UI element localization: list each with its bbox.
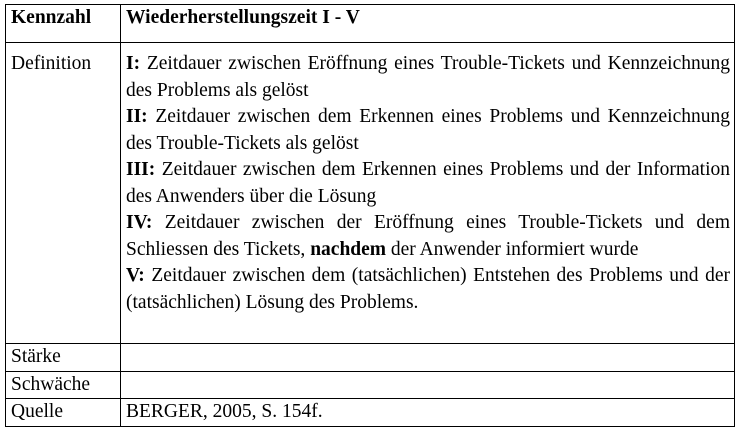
header-label: Kennzahl bbox=[11, 7, 92, 28]
source-label-cell bbox=[6, 399, 121, 427]
weakness-label-cell bbox=[6, 371, 121, 399]
source-value: BERGER, 2005, S. 154f. bbox=[126, 401, 323, 422]
header-value-cell bbox=[121, 5, 735, 43]
table-header-row bbox=[6, 5, 735, 43]
definition-emphasis: nachdem bbox=[310, 238, 387, 260]
kpi-name: Wiederherstellungszeit I - V bbox=[126, 7, 360, 28]
kpi-definition-sheet bbox=[5, 4, 734, 422]
definition-text-1: Zeitdauer zwischen Eröffnung eines Trouble-Tickets und Kennzeichnung des Problems als gelöst bbox=[126, 53, 730, 101]
strength-row bbox=[6, 344, 735, 372]
definition-text-5: Zeitdauer zwischen dem (tatsächlichen) Entstehen des Problems und der (tatsächlichen) Lösung des Problems. bbox=[126, 265, 730, 313]
definition-entry-2 bbox=[126, 104, 730, 157]
definition-text-3: Zeitdauer zwischen dem Erkennen eines Problems und der Information des Anwenders über die Lösung bbox=[126, 159, 730, 207]
weakness-label: Schwäche bbox=[11, 373, 91, 395]
definition-marker-4: IV: bbox=[126, 212, 153, 233]
definition-row bbox=[6, 43, 735, 344]
strength-label: Stärke bbox=[11, 346, 61, 367]
weakness-value-cell bbox=[121, 371, 735, 399]
definition-marker-3: III: bbox=[126, 159, 156, 180]
definition-entry-1 bbox=[126, 51, 730, 104]
weakness-row bbox=[6, 371, 735, 399]
definition-marker-1: I: bbox=[126, 53, 141, 74]
definition-entry-3 bbox=[126, 157, 730, 210]
definition-label: Definition bbox=[11, 53, 92, 74]
strength-value-cell bbox=[121, 344, 735, 372]
definition-value-cell bbox=[121, 43, 735, 344]
source-row bbox=[6, 399, 735, 427]
definition-entry-5 bbox=[126, 263, 730, 316]
header-label-cell bbox=[6, 5, 121, 43]
strength-label-cell bbox=[6, 344, 121, 372]
definition-text-4b: der Anwender informiert wurde bbox=[386, 238, 639, 260]
source-label: Quelle bbox=[11, 401, 63, 422]
source-value-cell bbox=[121, 399, 735, 427]
definition-marker-2: II: bbox=[126, 106, 148, 127]
definition-text-4a: Zeitdauer zwischen der Eröffnung eines Trouble-Tickets und dem Schliessen des Tickets, bbox=[126, 212, 730, 260]
definition-marker-5: V: bbox=[126, 265, 145, 286]
definition-label-cell bbox=[6, 43, 121, 344]
kpi-table bbox=[5, 4, 735, 427]
definition-entry-4 bbox=[126, 210, 730, 263]
definition-text-2: Zeitdauer zwischen dem Erkennen eines Problems und Kennzeichnung des Trouble-Tickets als gelöst bbox=[126, 106, 730, 154]
